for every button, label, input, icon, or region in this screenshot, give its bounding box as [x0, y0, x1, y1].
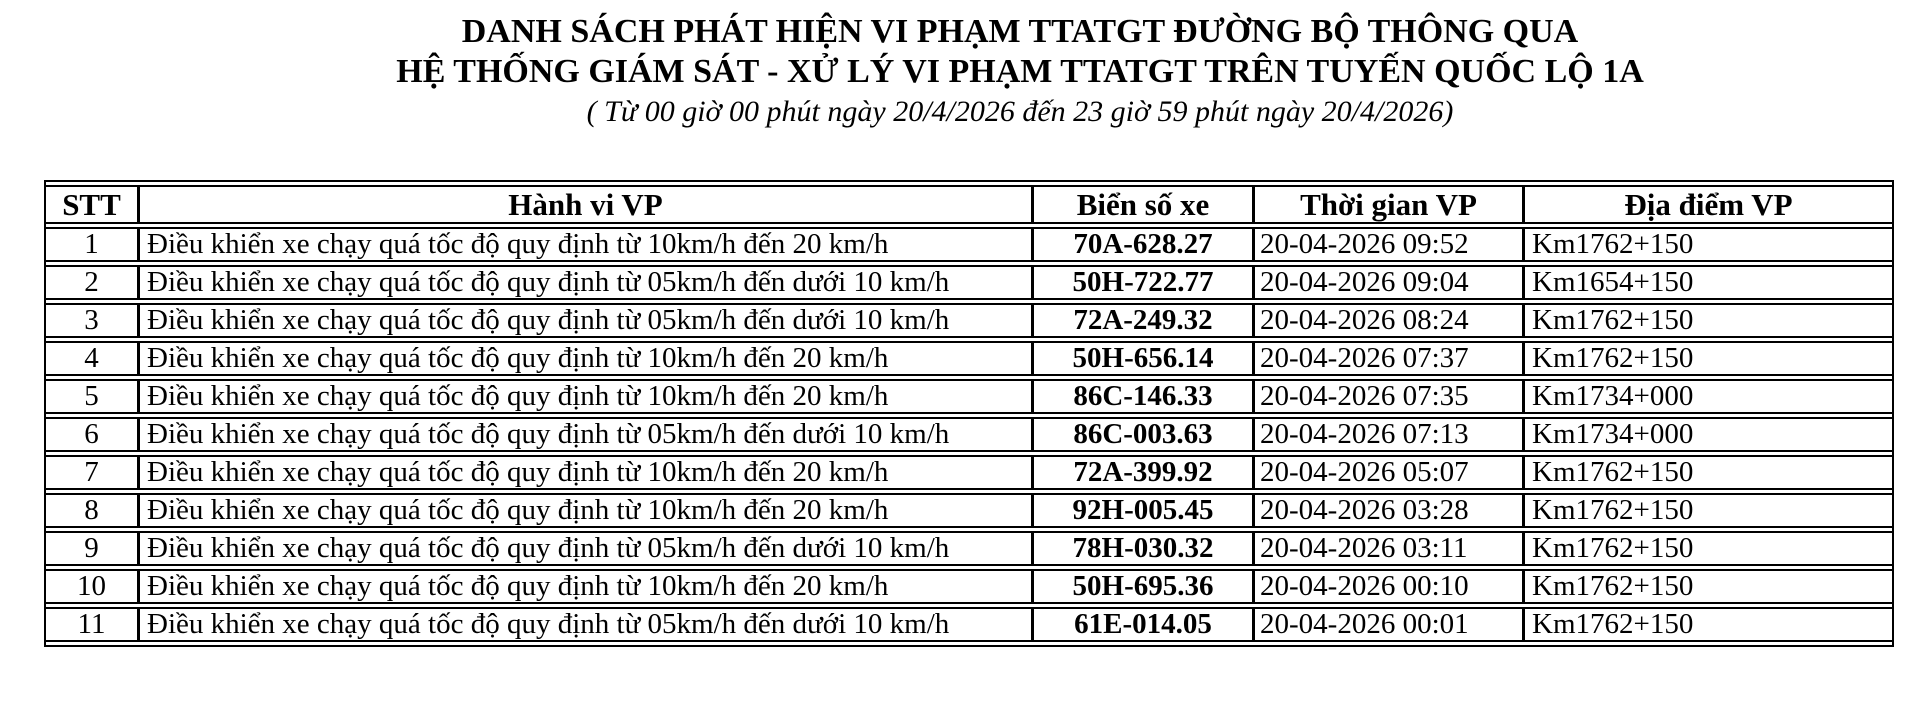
cell-location: Km1654+150: [1525, 265, 1892, 300]
document-page: [0, 12, 1920, 718]
table-row: [46, 265, 1892, 300]
table-row: [46, 417, 1892, 452]
document-title-line-2: HỆ THỐNG GIÁM SÁT - XỬ LÝ VI PHẠM TTATGT TRÊN TUYẾN QUỐC LỘ 1A: [396, 53, 1644, 90]
cell-location: Km1762+150: [1525, 569, 1892, 604]
header-row: [46, 185, 1892, 224]
cell-stt: 3: [46, 303, 140, 338]
table-row: [46, 607, 1892, 642]
table-row: [46, 341, 1892, 376]
cell-time: 20-04-2026 07:35: [1255, 379, 1525, 414]
violation-table: [44, 180, 1894, 647]
cell-stt: 8: [46, 493, 140, 528]
cell-plate: 72A-249.32: [1034, 303, 1255, 338]
cell-time: 20-04-2026 07:37: [1255, 341, 1525, 376]
cell-plate: 50H-656.14: [1034, 341, 1255, 376]
cell-violation: Điều khiển xe chạy quá tốc độ quy định từ 05km/h đến dưới 10 km/h: [140, 531, 1034, 566]
cell-violation: Điều khiển xe chạy quá tốc độ quy định từ 05km/h đến dưới 10 km/h: [140, 303, 1034, 338]
header-stt: STT: [46, 185, 140, 224]
cell-location: Km1762+150: [1525, 341, 1892, 376]
cell-plate: 72A-399.92: [1034, 455, 1255, 490]
cell-time: 20-04-2026 07:13: [1255, 417, 1525, 452]
cell-time: 20-04-2026 00:01: [1255, 607, 1525, 642]
cell-location: Km1762+150: [1525, 455, 1892, 490]
cell-violation: Điều khiển xe chạy quá tốc độ quy định từ 05km/h đến dưới 10 km/h: [140, 265, 1034, 300]
table-row: [46, 531, 1892, 566]
cell-time: 20-04-2026 03:28: [1255, 493, 1525, 528]
header-violation: Hành vi VP: [140, 185, 1034, 224]
cell-location: Km1762+150: [1525, 607, 1892, 642]
header-location: Địa điểm VP: [1525, 185, 1892, 224]
cell-plate: 78H-030.32: [1034, 531, 1255, 566]
cell-stt: 4: [46, 341, 140, 376]
header-plate: Biển số xe: [1034, 185, 1255, 224]
cell-stt: 9: [46, 531, 140, 566]
cell-plate: 50H-722.77: [1034, 265, 1255, 300]
table-row: [46, 227, 1892, 262]
cell-plate: 86C-146.33: [1034, 379, 1255, 414]
cell-location: Km1762+150: [1525, 493, 1892, 528]
cell-violation: Điều khiển xe chạy quá tốc độ quy định từ 10km/h đến 20 km/h: [140, 455, 1034, 490]
cell-plate: 86C-003.63: [1034, 417, 1255, 452]
cell-violation: Điều khiển xe chạy quá tốc độ quy định từ 10km/h đến 20 km/h: [140, 493, 1034, 528]
cell-violation: Điều khiển xe chạy quá tốc độ quy định từ 05km/h đến dưới 10 km/h: [140, 607, 1034, 642]
cell-location: Km1762+150: [1525, 531, 1892, 566]
cell-plate: 50H-695.36: [1034, 569, 1255, 604]
document-header: [150, 12, 1890, 130]
cell-time: 20-04-2026 00:10: [1255, 569, 1525, 604]
violation-table-header: [46, 185, 1892, 224]
cell-location: Km1734+000: [1525, 379, 1892, 414]
cell-time: 20-04-2026 03:11: [1255, 531, 1525, 566]
table-row: [46, 455, 1892, 490]
cell-stt: 11: [46, 607, 140, 642]
cell-stt: 7: [46, 455, 140, 490]
cell-stt: 6: [46, 417, 140, 452]
cell-location: Km1734+000: [1525, 417, 1892, 452]
cell-stt: 10: [46, 569, 140, 604]
document-title-line-1: DANH SÁCH PHÁT HIỆN VI PHẠM TTATGT ĐƯỜNG BỘ THÔNG QUA: [461, 13, 1579, 50]
cell-violation: Điều khiển xe chạy quá tốc độ quy định từ 05km/h đến dưới 10 km/h: [140, 417, 1034, 452]
table-row: [46, 379, 1892, 414]
cell-violation: Điều khiển xe chạy quá tốc độ quy định từ 10km/h đến 20 km/h: [140, 569, 1034, 604]
header-time: Thời gian VP: [1255, 185, 1525, 224]
cell-stt: 5: [46, 379, 140, 414]
table-row: [46, 569, 1892, 604]
cell-time: 20-04-2026 09:52: [1255, 227, 1525, 262]
cell-violation: Điều khiển xe chạy quá tốc độ quy định từ 10km/h đến 20 km/h: [140, 379, 1034, 414]
cell-plate: 61E-014.05: [1034, 607, 1255, 642]
cell-time: 20-04-2026 08:24: [1255, 303, 1525, 338]
cell-plate: 70A-628.27: [1034, 227, 1255, 262]
cell-time: 20-04-2026 05:07: [1255, 455, 1525, 490]
cell-location: Km1762+150: [1525, 227, 1892, 262]
cell-location: Km1762+150: [1525, 303, 1892, 338]
table-row: [46, 493, 1892, 528]
cell-violation: Điều khiển xe chạy quá tốc độ quy định từ 10km/h đến 20 km/h: [140, 341, 1034, 376]
cell-stt: 2: [46, 265, 140, 300]
document-subtitle-date-range: ( Từ 00 giờ 00 phút ngày 20/4/2026 đến 23 giờ 59 phút ngày 20/4/2026): [586, 95, 1454, 128]
cell-stt: 1: [46, 227, 140, 262]
cell-plate: 92H-005.45: [1034, 493, 1255, 528]
table-row: [46, 303, 1892, 338]
violation-table-body: [46, 227, 1892, 642]
cell-violation: Điều khiển xe chạy quá tốc độ quy định từ 10km/h đến 20 km/h: [140, 227, 1034, 262]
cell-time: 20-04-2026 09:04: [1255, 265, 1525, 300]
